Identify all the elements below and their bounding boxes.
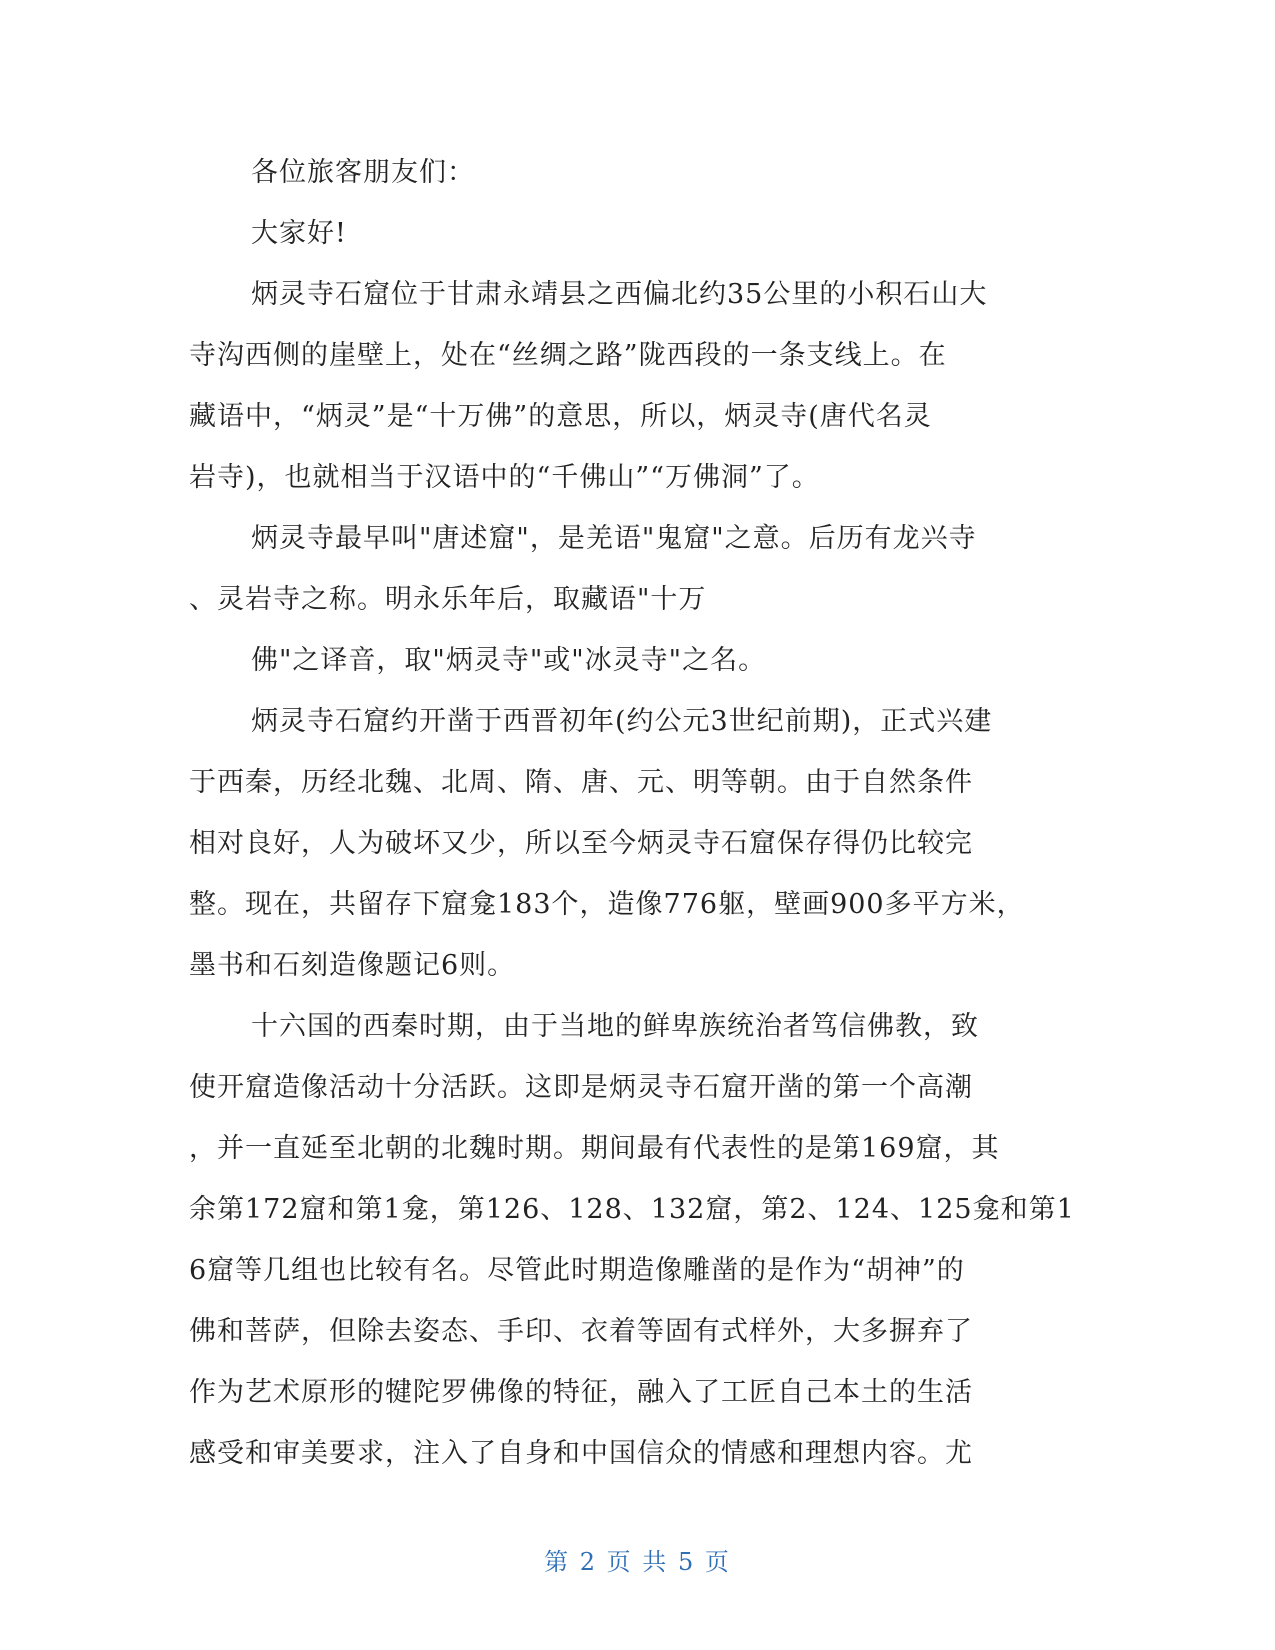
text-line: 寺沟西侧的崖壁上，处在“丝绸之路”陇西段的一条支线上。在 (189, 340, 947, 371)
text-line: 墨书和石刻造像题记6则。 (189, 950, 516, 981)
text-line: 佛和菩萨，但除去姿态、手印、衣着等固有式样外，大多摒弃了 (189, 1316, 973, 1347)
text-line: 藏语中，“炳灵”是“十万佛”的意思，所以，炳灵寺(唐代名灵 (189, 401, 932, 432)
text-line: 佛"之译音，取"炳灵寺"或"冰灵寺"之名。 (251, 645, 767, 676)
text-line: 炳灵寺石窟约开凿于西晋初年(约公元3世纪前期)，正式兴建 (251, 706, 993, 737)
page-number-footer: 第 2 页 共 5 页 (544, 1548, 731, 1576)
text-line: 使开窟造像活动十分活跃。这即是炳灵寺石窟开凿的第一个高潮 (189, 1072, 973, 1103)
text-line: ，并一直延至北朝的北魏时期。期间最有代表性的是第169窟，其 (189, 1133, 1000, 1164)
text-line: 6窟等几组也比较有名。尽管此时期造像雕凿的是作为“胡神”的 (189, 1255, 965, 1286)
text-line: 感受和审美要求，注入了自身和中国信众的情感和理想内容。尤 (189, 1438, 973, 1469)
document-body (189, 142, 1089, 1484)
text-line: 炳灵寺最早叫"唐述窟"，是羌语"鬼窟"之意。后历有龙兴寺 (251, 523, 977, 554)
text-line: 于西秦，历经北魏、北周、隋、唐、元、明等朝。由于自然条件 (189, 767, 973, 798)
text-line: 岩寺)，也就相当于汉语中的“千佛山”“万佛洞”了。 (189, 462, 820, 493)
text-line: 整。现在，共留存下窟龛183个，造像776躯，壁画900多平方米， (189, 889, 1025, 920)
text-line: 作为艺术原形的犍陀罗佛像的特征，融入了工匠自己本土的生活 (189, 1377, 973, 1408)
text-line: 大家好! (251, 218, 347, 249)
text-line: 余第172窟和第1龛，第126、128、132窟，第2、124、125龛和第1 (189, 1194, 1075, 1225)
text-line: 十六国的西秦时期，由于当地的鲜卑族统治者笃信佛教，致 (251, 1011, 979, 1042)
text-line: 相对良好，人为破坏又少，所以至今炳灵寺石窟保存得仍比较完 (189, 828, 973, 859)
text-line: 各位旅客朋友们： (251, 157, 475, 188)
text-line: 、灵岩寺之称。明永乐年后，取藏语"十万 (189, 584, 707, 615)
text-line: 炳灵寺石窟位于甘肃永靖县之西偏北约35公里的小积石山大 (251, 279, 988, 310)
